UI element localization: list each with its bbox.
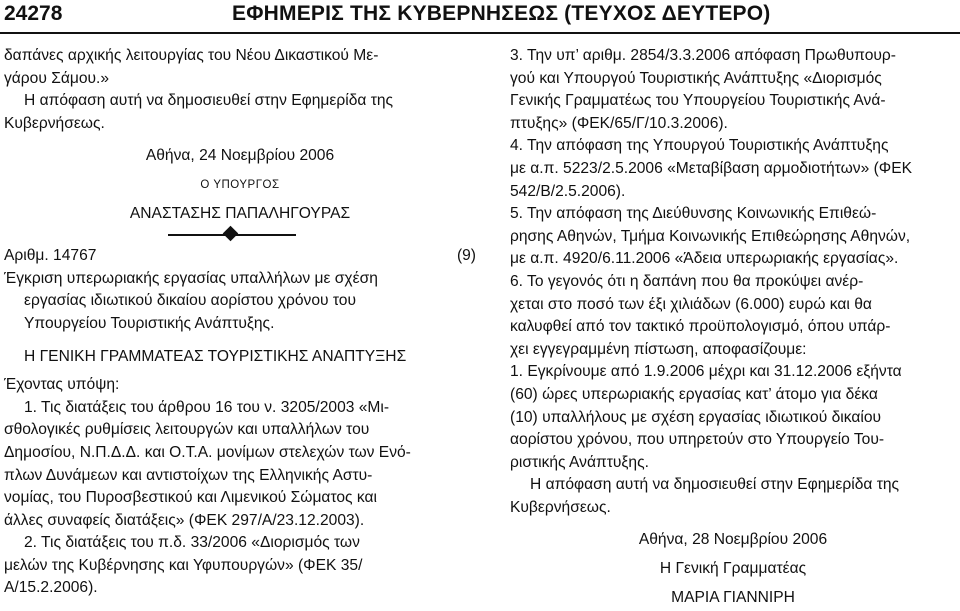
diamond-ornament <box>223 226 239 242</box>
clause-line: με α.π. 5223/2.5.2006 «Μεταβίβαση αρμοδιοτήτων» (ΦΕΚ <box>510 159 913 177</box>
continuation-line: γάρου Σάμου.» <box>4 69 110 87</box>
header-rule <box>0 32 960 34</box>
clause-line: 2. Τις διατάξεις του π.δ. 33/2006 «Διορισμός των <box>24 534 360 552</box>
decision-title-line: Υπουργείου Τουριστικής Ανάπτυξης. <box>24 314 275 332</box>
signer-name: ΜΑΡΙΑ ΓΙΑΝΝΙΡΗ <box>671 588 795 606</box>
clause-line: 1. Τις διατάξεις του άρθρου 16 του ν. 3205/2003 «Μι- <box>24 398 390 416</box>
approval-line: αορίστου χρόνου, που υπηρετούν στο Υπουργείο Του- <box>510 431 885 449</box>
clause-line: καλυφθεί από τον τακτικό προϋπολογισμό, όπου υπάρ- <box>510 318 891 336</box>
clause-line: χεται στο ποσό των έξι χιλιάδων (6.000) ευρώ και θα <box>510 295 872 313</box>
clause-line: μελών της Κυβέρνησης και Υφυπουργών» (ΦΕΚ 35/ <box>4 556 363 574</box>
publish-statement: Κυβερνήσεως. <box>4 114 105 132</box>
date-line: Αθήνα, 28 Νοεμβρίου 2006 <box>638 531 828 549</box>
decision-title-line: Έγκριση υπερωριακής εργασίας υπαλλήλων με σχέση <box>4 269 378 287</box>
decision-number-row <box>4 245 476 268</box>
signer-title: Η Γενική Γραμματέας <box>659 560 807 578</box>
clause-line: 6. Το γεγονός ότι η δαπάνη που θα προκύψει ανέρ- <box>510 272 864 290</box>
minister-name: ΑΝΑΣΤΑΣΗΣ ΠΑΠΑΛΗΓΟΥΡΑΣ <box>129 204 351 222</box>
clause-line: χει εγγεγραμμένη πίστωση, αποφασίζουμε: <box>510 340 807 358</box>
continuation-line: δαπάνες αρχικής λειτουργίας του Νέου Δικαστικού Με- <box>4 47 379 64</box>
page-header <box>0 0 960 28</box>
clause-line: 5. Την απόφαση της Διεύθυνσης Κοινωνικής Επιθεώ- <box>510 205 877 223</box>
right-column <box>510 45 956 609</box>
clause-line: 4. Την απόφαση της Υπουργού Τουριστικής Ανάπτυξης <box>510 137 889 155</box>
approval-line: ριστικής Ανάπτυξης. <box>510 453 649 471</box>
clause-line: 542/Β/2.5.2006). <box>510 182 626 200</box>
clause-line: Γενικής Γραμματέως του Υπουργείου Τουριστικής Ανά- <box>510 92 886 110</box>
approval-line: (10) υπαλλήλους με σχέση εργασίας ιδιωτικού δικαίου <box>510 408 882 426</box>
clause-line: πτυξης» (ΦΕΚ/65/Γ/10.3.2006). <box>510 114 728 132</box>
clause-line: Δημοσίου, Ν.Π.Δ.Δ. και Ο.Τ.Α. μονίμων στελεχών των Ενό- <box>4 443 411 461</box>
clause-line: γού και Υπουργού Τουριστικής Ανάπτυξης «Διορισμός <box>510 69 882 87</box>
gazette-title: ΕΦΗΜΕΡΙΣ ΤΗΣ ΚΥΒΕΡΝΗΣΕΩΣ (ΤΕΥΧΟΣ ΔΕΥΤΕΡΟ) <box>232 2 771 25</box>
date-line: Αθήνα, 24 Νοεμβρίου 2006 <box>145 147 335 165</box>
clause-line: σθολογικές ρυθμίσεις λειτουργών και υπαλλήλων του <box>4 421 370 439</box>
minister-title: Ο ΥΠΟΥΡΓΟΣ <box>200 178 280 191</box>
publish-statement: Κυβερνήσεως. <box>510 498 611 516</box>
publish-statement: Η απόφαση αυτή να δημοσιευθεί στην Εφημερίδα της <box>530 476 900 494</box>
clause-line: άλλες συναφείς διατάξεις» (ΦΕΚ 297/Α/23.12.2003). <box>4 511 365 529</box>
left-column <box>4 45 476 600</box>
approval-line: 1. Εγκρίνουμε από 1.9.2006 μέχρι και 31.12.2006 εξήντα <box>510 363 902 381</box>
clause-line: ρησης Αθηνών, Τμήμα Κοινωνικής Επιθεώρησης Αθηνών, <box>510 227 911 245</box>
approval-line: (60) ώρες υπερωριακής εργασίας κατ’ άτομο για δέκα <box>510 385 878 403</box>
publish-statement: Η απόφαση αυτή να δημοσιευθεί στην Εφημερίδα της <box>24 92 394 110</box>
clause-line: πλων Δυνάμεων και αντιστοίχων της Ελληνικής Αστυ- <box>4 466 373 484</box>
clause-line: με α.π. 4920/6.11.2006 «Άδεια υπερωριακής εργασίας». <box>510 250 899 268</box>
decision-number: Αριθμ. 14767 <box>4 247 97 265</box>
issuing-authority: Η ΓΕΝΙΚΗ ΓΡΑΜΜΑΤΕΑΣ ΤΟΥΡΙΣΤΙΚΗΣ ΑΝΑΠΤΥΞΗΣ <box>24 347 407 365</box>
considering-heading: Έχοντας υπόψη: <box>4 376 120 394</box>
page-number: 24278 <box>4 2 63 25</box>
decision-title-line: εργασίας ιδιωτικού δικαίου αορίστου χρόνου του <box>24 292 356 310</box>
clause-line: νομίας, του Πυροσβεστικού και Λιμενικού Σώματος και <box>4 489 377 507</box>
clause-line: Α/15.2.2006). <box>4 579 98 597</box>
decision-ref: (9) <box>456 247 476 265</box>
clause-line: 3. Την υπ’ αριθμ. 2854/3.3.2006 απόφαση Πρωθυπουρ- <box>510 47 896 64</box>
section-divider <box>4 225 476 245</box>
